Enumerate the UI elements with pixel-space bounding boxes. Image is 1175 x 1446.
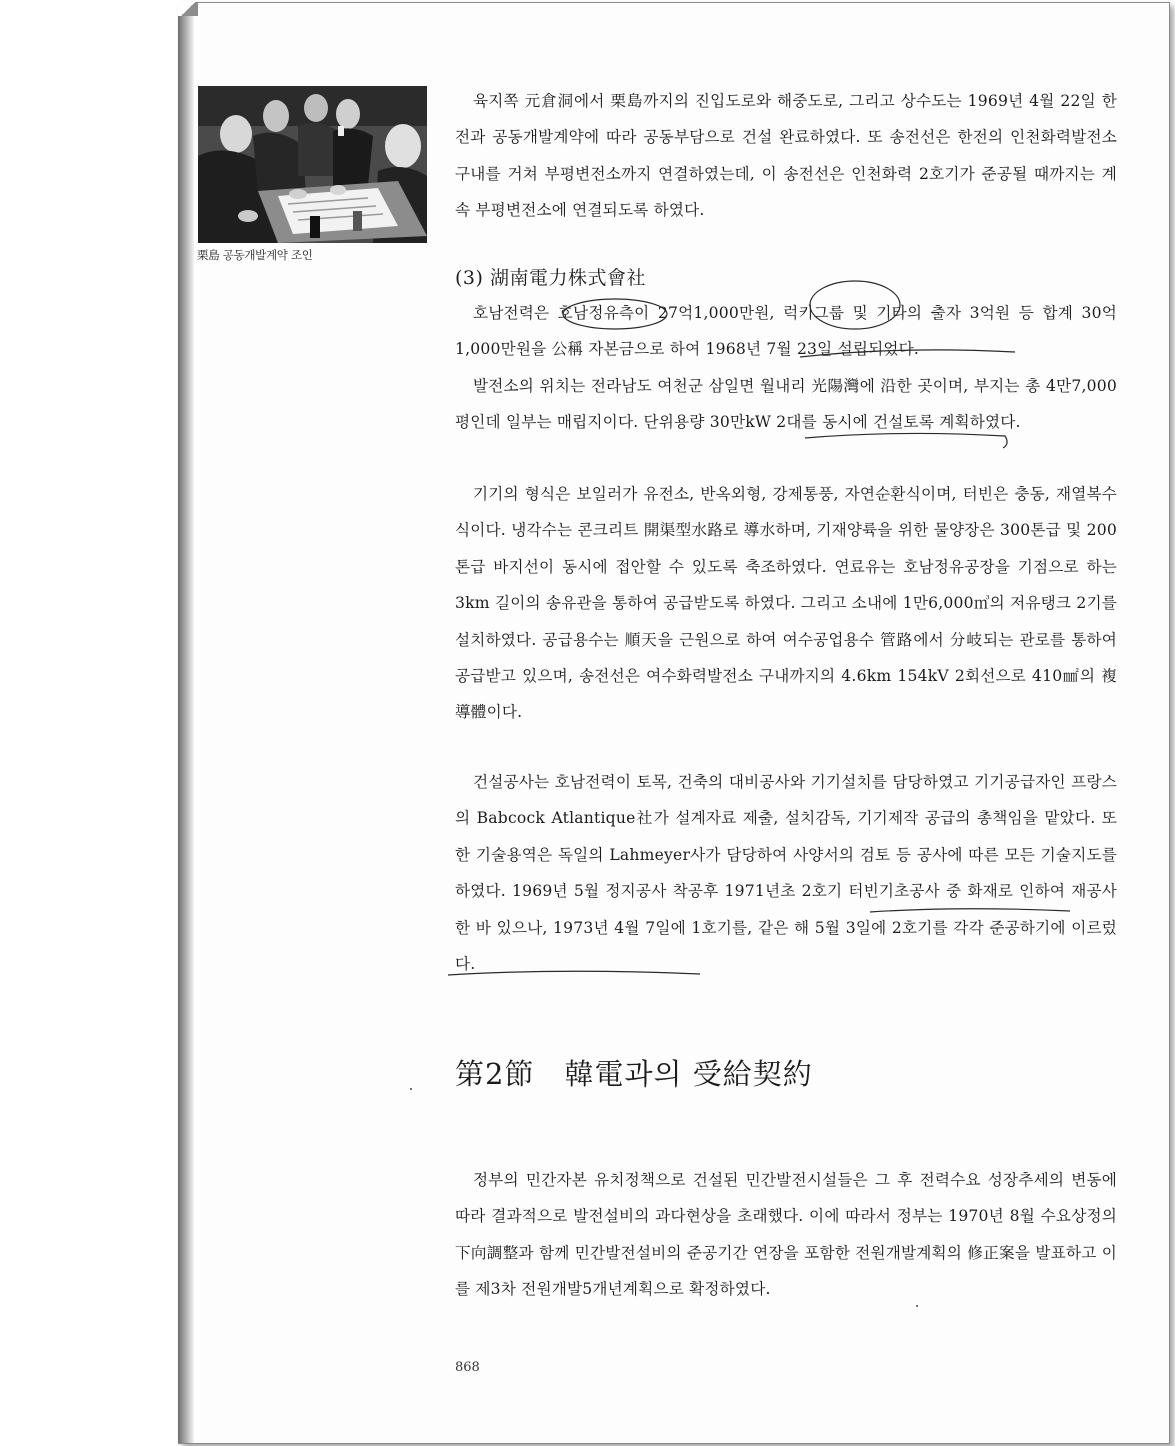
book-spine-edge [178, 2, 194, 1443]
subsection-title: (3) 湖南電力株式會社 [455, 267, 646, 289]
page-corner [178, 2, 198, 16]
contract-signing-photo [198, 86, 427, 243]
page-number: 868 [455, 1360, 480, 1375]
paragraph-plant-location: 발전소의 위치는 전라남도 여천군 삼일면 월내리 光陽灣에 沿한 곳이며, 부지는 총 4만7,000평인데 일부는 매립지이다. 단위용량 30만kW 2대를 동시에 건설토록 계획하였다. [455, 377, 1117, 432]
photo-caption: 栗島 공동개발계약 조인 [197, 248, 313, 262]
section-title: 第2節 韓電과의 受給契約 [455, 1057, 813, 1091]
section-paragraph: 정부의 민간자본 유치정책으로 건설된 민간발전시설들은 그 후 전력수요 성장추세의 변동에 따라 결과적으로 발전설비의 과다현상을 초래했다. 이에 따라서 정부는 1970년 8월 수요상정의 下向調整과 함께 민간발전설비의 준공기간 연장을 포함한 전원개발계획의 修正案을 발표하고 이를 제3차 전원개발5개년계획으로 확정하였다. [455, 1171, 1117, 1299]
intro-paragraph: 육지쪽 元倉洞에서 栗島까지의 진입도로와 해중도로, 그리고 상수도는 1969년 4월 22일 한전과 공동개발계약에 따라 공동부담으로 건설 완료하였다. 또 송전선은 한전의 인천화력발전소 구내를 거쳐 부평변전소까지 연결하였는데, 이 송전선은 인천화력 2호기가 준공될 때까지는 계속 부평변전소에 연결되도록 하였다. [455, 92, 1117, 220]
paragraph-construction: 건설공사는 호남전력이 토목, 건축의 대비공사와 기기설치를 담당하였고 기기공급자인 프랑스의 Babcock Atlantique社가 설계자료 제출, 설치감독, 기기제작 공급의 총책임을 맡았다. 또한 기술용역은 독일의 Lahmeyer사가 담당하여 사양서의 검토 등 공사에 따른 모든 기술지도를 하였다. 1969년 5월 정지공사 착공후 1971년초 2호기 터빈기초공사 중 화재로 인하여 재공사한 바 있으나, 1973년 4월 7일에 1호기를, 같은 해 5월 3일에 2호기를 각각 준공하기에 이르렀다. [455, 773, 1117, 974]
paragraph-company-founding: 호남전력은 호남정유측이 27억1,000만원, 럭키그룹 및 기타의 출자 3억원 등 합계 30억1,000만원을 公稱 자본금으로 하여 1968년 7월 23일 설립되었다. [455, 304, 1117, 359]
paragraph-equipment: 기기의 형식은 보일러가 유전소, 반옥외형, 강제통풍, 자연순환식이며, 터빈은 충동, 재열복수식이다. 냉각수는 콘크리트 開渠型水路로 導水하며, 기재양륙을 위한 물양장은 300톤급 및 200톤급 바지선이 동시에 접안할 수 있도록 축조하였다. 연료유는 호남정유공장을 기점으로 하는 3km 길이의 송유관을 통하여 공급받도록 하였다. 그리고 소내에 1만6,000㎥의 저유탱크 2기를 설치하였다. 공급용수는 順天을 근원으로 하여 여수공업용수 管路에서 分岐되는 관로를 통하여 공급받고 있으며, 송전선은 여수화력발전소 구내까지의 4.6km 154kV 2회선으로 410㎟의 複導體이다. [455, 485, 1117, 722]
photo-illustration [198, 86, 427, 243]
speck [916, 1305, 918, 1307]
speck [410, 1088, 412, 1090]
